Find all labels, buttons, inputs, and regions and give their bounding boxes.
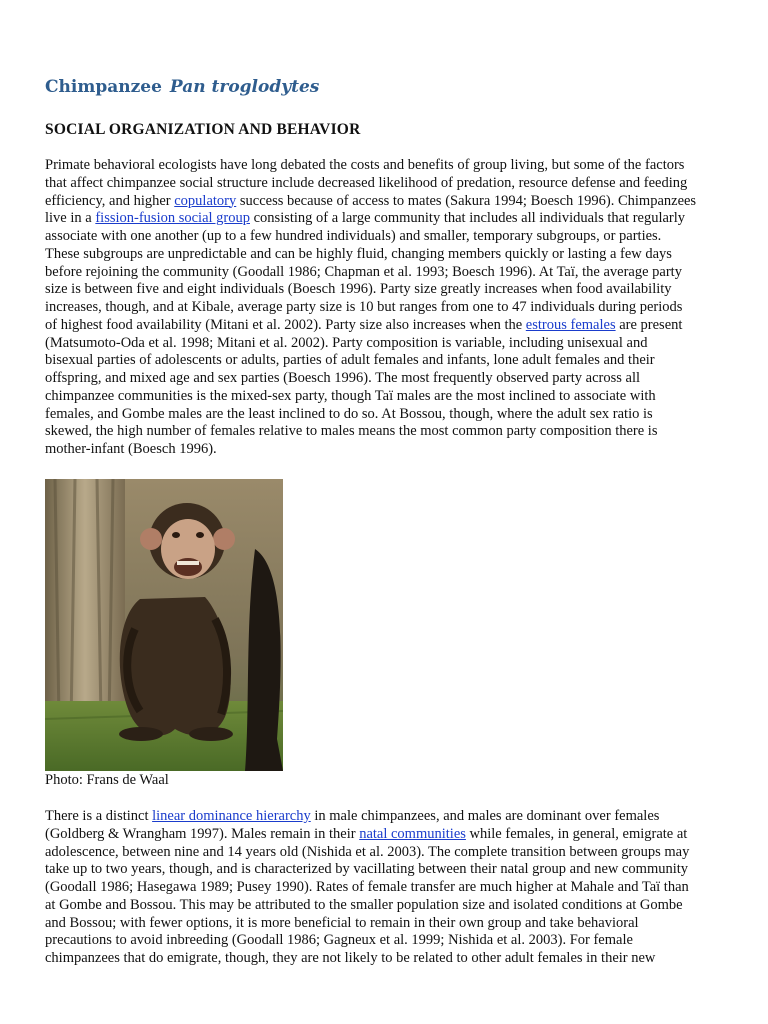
text-run: There is a distinct: [45, 808, 153, 824]
text-line: associate with one another (up to a few hundred individuals) and smaller, temporary subgroups, or parties.: [45, 228, 662, 244]
photo-caption: Photo: Frans de Waal: [45, 772, 169, 788]
text-line: [45, 210, 735, 228]
text-line: offspring, and mixed age and sex parties (Boesch 1996). The most frequently observed party across all: [45, 370, 641, 386]
text-line: bisexual parties of adolescents or adults, parties of adult females and infants, lone adult females and their: [45, 352, 655, 369]
text-line: increases, though, and at Kibale, average party size is 10 but ranges from one to 47 individuals during periods: [45, 299, 683, 315]
text-run: live in a: [45, 210, 96, 227]
text-line: [45, 193, 735, 211]
link-linear-dominance-hierarchy[interactable]: linear dominance hierarchy: [152, 808, 311, 824]
page-title: [45, 77, 319, 97]
text-line: precautions to avoid inbreeding (Goodall 1986; Gagneux et al. 1999; Nishida et al. 2003). For female: [45, 932, 633, 949]
paragraph-dominance: [45, 808, 735, 968]
text-line: at Gombe and Bossou. This may be attributed to the smaller population size and isolated conditions at Gombe: [45, 896, 683, 913]
text-run: (Goldberg & Wrangham 1997). Males remain in their: [45, 825, 360, 842]
text-line: [45, 808, 735, 826]
text-line: (Goodall 1986; Hasegawa 1989; Pusey 1990). Rates of female transfer are much higher at Mahale and Taï than: [45, 879, 689, 895]
link-estrous-females[interactable]: estrous females: [525, 316, 616, 333]
text-run: in male chimpanzees, and males are dominant over females: [310, 808, 660, 824]
text-line: take up to two years, though, and is characterized by vacillating between their natal group and new community: [45, 861, 689, 878]
text-line: females, and Gombe males are the least inclined to do so. At Bossou, though, where the adult sex ratio is: [45, 405, 653, 422]
text-line: chimpanzee communities is the mixed-sex party, though Taï males are the most inclined to associate with: [45, 387, 656, 404]
text-line: skewed, the high number of females relative to males means the most common party composition there is: [45, 423, 658, 440]
text-line: chimpanzees that do emigrate, though, they are not likely to be related to other adult females in their new: [45, 950, 656, 966]
text-line: before rejoining the community (Goodall 1986; Chapman et al. 1993; Boesch 1996). At Taï, the average party: [45, 263, 682, 280]
text-run: success because of access to mates (Sakura 1994; Boesch 1996). Chimpanzees: [236, 192, 697, 209]
text-line: and Bossou; with fewer options, it is more beneficial to remain in their own group and take behavioral: [45, 914, 639, 931]
text-line: that affect chimpanzee social structure include decreased likelihood of predation, resource defense and feeding: [45, 174, 688, 191]
text-line: Primate behavioral ecologists have long debated the costs and benefits of group living, but some of the factors: [45, 157, 685, 173]
section-heading: SOCIAL ORGANIZATION AND BEHAVIOR: [45, 121, 361, 138]
text-run: of highest food availability (Mitani et al. 2002). Party size also increases when the: [45, 316, 526, 333]
text-line: adolescence, between nine and 14 years old (Nishida et al. 2003). The complete transition between groups may: [45, 843, 690, 860]
text-line: size is between five and eight individuals (Boesch 1996). Party size greatly increases when food availability: [45, 281, 672, 298]
paragraph-social-structure: [45, 157, 735, 459]
text-line: (Matsumoto-Oda et al. 1998; Mitani et al. 2002). Party composition is variable, including unisexual and: [45, 334, 648, 351]
text-line: These subgroups are unpredictable and can be highly fluid, changing members quickly or lasting a few days: [45, 245, 672, 262]
text-line: [45, 317, 735, 335]
text-line: mother-infant (Boesch 1996).: [45, 441, 217, 457]
text-run: are present: [615, 316, 683, 333]
text-run: efficiency, and higher: [45, 192, 175, 209]
text-run: while females, in general, emigrate at: [465, 825, 688, 842]
title-latin-name: Pan troglodytes: [169, 77, 320, 97]
link-fission-fusion-social-group[interactable]: fission-fusion social group: [95, 210, 250, 227]
link-natal-communities[interactable]: natal communities: [359, 825, 466, 842]
text-line: [45, 826, 735, 844]
title-common-name: Chimpanzee: [45, 77, 162, 97]
text-run: consisting of a large community that includes all individuals that regularly: [250, 210, 686, 227]
link-copulatory[interactable]: copulatory: [174, 192, 237, 209]
chimpanzee-photo: [45, 479, 283, 771]
